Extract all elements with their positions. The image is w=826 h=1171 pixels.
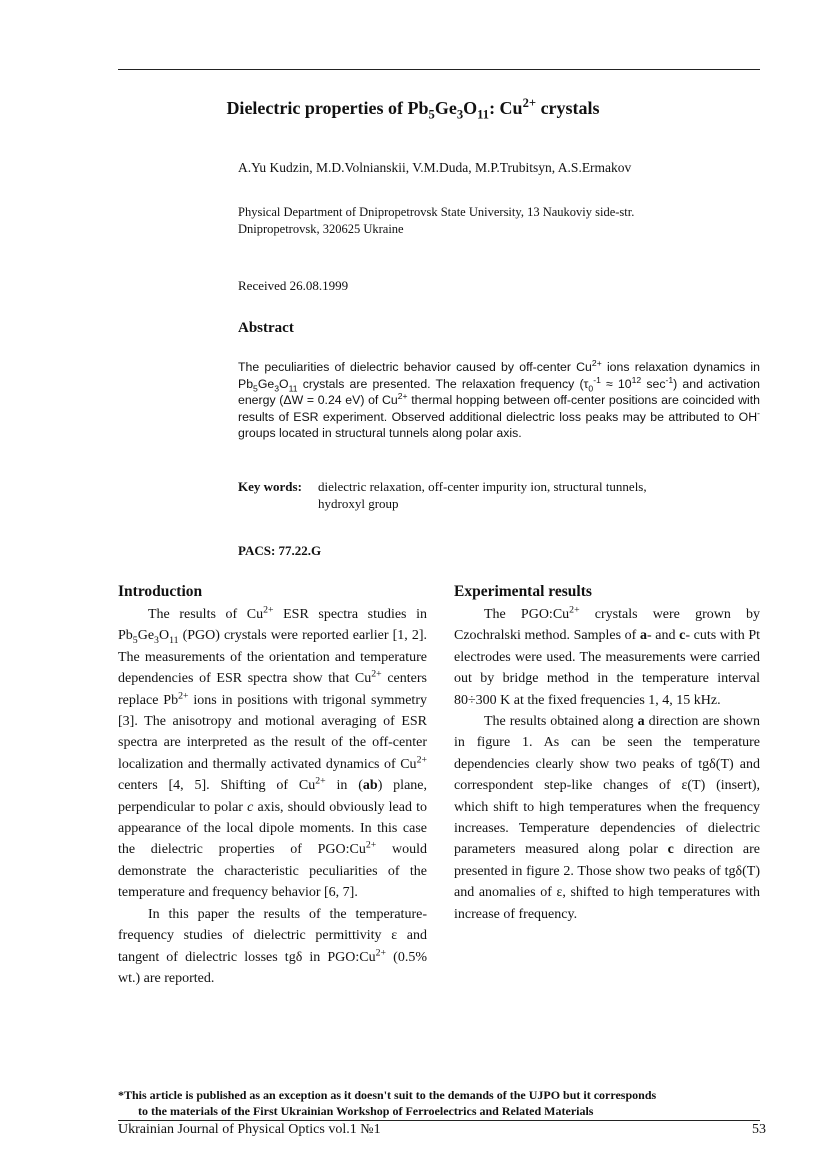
- introduction-heading: Introduction: [118, 583, 203, 600]
- paragraph: In this paper the results of the temperature-frequency studies of dielectric permittivity ε and tangent of dielectric losses tgδ in $PGO:Cu^{2+}$ (0.5% wt.) are reported.: [118, 906, 427, 986]
- received-date: Received 26.08.1999: [238, 278, 349, 293]
- paper-title: Dielectric properties of $Pb_5Ge_3O_{11}$: $Cu^{2+}$ crystals: [226, 96, 600, 122]
- page-number: 53: [752, 1122, 766, 1137]
- experimental-heading: Experimental results: [454, 583, 592, 600]
- abstract-heading: Abstract: [238, 320, 294, 336]
- keywords-label: Key words:: [238, 479, 302, 494]
- introduction-section: [118, 582, 427, 989]
- journal-name: Ukrainian Journal of Physical Optics vol.1 №1: [118, 1122, 381, 1137]
- bottom-rule: [118, 1120, 760, 1121]
- affiliation-line: Dnipropetrovsk, 320625 Ukraine: [238, 222, 404, 236]
- author-list: A.Yu Kudzin, M.D.Volnianskii, V.M.Duda, M.P.Trubitsyn, A.S.Ermakov: [238, 160, 632, 175]
- footnote-line: *This article is published as an exception as it doesn't suit to the demands of the UJPO but it corresponds: [118, 1088, 657, 1102]
- footnote-line: to the materials of the First Ukrainian Workshop of Ferroelectrics and Related Materials: [138, 1103, 594, 1118]
- experimental-section: [454, 582, 760, 925]
- abstract-text: The peculiarities of dielectric behavior caused by off-center $Cu^{2+}$ ions relaxation dynamics in $Pb_5Ge_3O_{11}$ crystals are presented. The relaxation frequency ($\tau_0^{-1} \approx 10^{12}$ $\sec^{-1}$) and activation energy (ΔW = 0.24 eV) of $Cu^{2+}$ thermal hopping between off-center positions are coincided with results of ESR experiment. Observed additional dielectric loss peaks may be attributed to OH- groups located in structural tunnels along polar axis.: [238, 357, 761, 441]
- paragraph: The results of $Cu^{2+}$ ESR spectra studies in $Pb_5Ge_3O_{11}$ (PGO) crystals were reported earlier [1, 2]. The measurements of the orientation and temperature dependencies of ESR spectra show that $Cu^{2+}$ centers replace $Pb^{2+}$ ions in positions with trigonal symmetry [3]. The anisotropy and motional averaging of ESR spectra are interpreted as the result of the off-center localization and thermally activated dynamics of $Cu^{2+}$ centers [4, 5]. Shifting of $Cu^{2+}$ in (ab) plane, perpendicular to polar c axis, should obviously lead to appearance of the local dipole moments. In this case the dielectric properties of $PGO:Cu^{2+}$ would demonstrate the characteristic peculiarities of the temperature and frequency behavior [6, 7].: [118, 604, 427, 901]
- keywords-text: dielectric relaxation, off-center impurity ion, structural tunnels, hydroxyl group: [318, 479, 647, 511]
- pacs-code: PACS: 77.22.G: [238, 543, 322, 558]
- footnote: [118, 1088, 758, 1119]
- affiliation: [238, 204, 758, 238]
- paragraph: The $PGO:Cu^{2+}$ crystals were grown by Czochralski method. Samples of a- and c- cuts with Pt electrodes were used. The measurements were carried out by bridge method in the temperature interval 80÷300 K at the fixed frequencies 1, 4, 15 kHz.: [454, 604, 761, 708]
- affiliation-line: Physical Department of Dnipropetrovsk State University, 13 Naukoviy side-str.: [238, 205, 635, 219]
- paragraph: The results obtained along a direction are shown in figure 1. As can be seen the temperature dependencies clearly show two peaks of tgδ(T) and correspondent step-like changes of ε(T) (insert), which shift to high temperatures when the frequency increases. Temperature dependencies of dielectric parameters measured along polar c direction are presented in figure 2. Those show two peaks of tgδ(T) and anomalies of ε, shifted to high temperatures with increase of frequency.: [454, 714, 760, 922]
- keywords: [238, 478, 698, 512]
- top-rule: [118, 69, 760, 70]
